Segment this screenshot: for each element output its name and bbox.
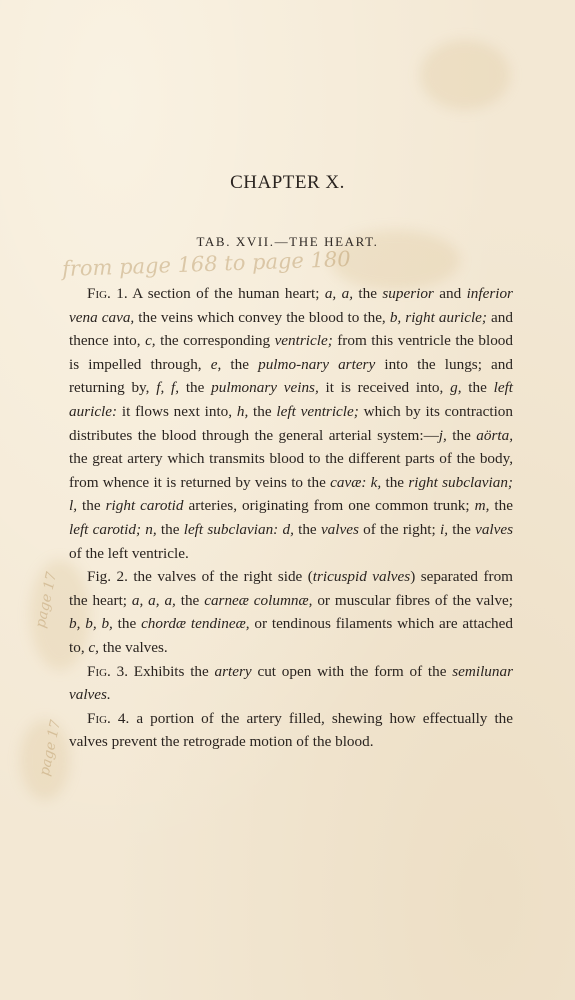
italic-term: aörta, <box>476 426 513 444</box>
text-run: the <box>77 497 106 515</box>
text-run: the <box>156 520 184 538</box>
text-run: cut open with the form of the <box>251 662 453 680</box>
text-run: it flows next into, <box>117 402 237 420</box>
italic-term: f, f, <box>156 379 180 397</box>
section-subtitle: TAB. XVII.—THE HEART. <box>196 234 379 249</box>
text-run: 3. Exhibits the <box>110 662 215 680</box>
text-run: the corresponding <box>155 332 275 350</box>
text-run: Fig. <box>87 285 111 302</box>
italic-term: pulmo-nary artery <box>258 355 376 373</box>
italic-term: carneæ columnæ, <box>204 591 313 609</box>
text-run: the <box>353 285 383 302</box>
text-run: it is received into, <box>318 379 451 397</box>
text-run: Fig. 2. the valves of the right side ( <box>87 568 313 586</box>
italic-term: pulmonary veins, <box>211 379 319 397</box>
margin-note: page 17 <box>32 570 61 630</box>
text-run: and thence into, <box>69 308 513 350</box>
italic-term: c, <box>88 638 99 656</box>
text-run: the great artery which transmits blood to the different parts of the body, from whence it is returned by veins to the <box>69 450 513 491</box>
italic-term: a, a, <box>324 285 354 302</box>
paragraph-fig-2 <box>69 565 513 659</box>
italic-term: a, a, a, <box>131 591 176 609</box>
italic-term: superior <box>382 285 434 302</box>
text-run: the <box>381 473 409 491</box>
italic-term: right carotid <box>105 497 184 515</box>
italic-term: inferior vena cava, <box>69 285 513 326</box>
italic-term: left auricle: <box>69 379 514 420</box>
text-run: the <box>448 520 476 538</box>
body-text <box>69 282 513 754</box>
text-run: or tendinous filaments which are attached to, <box>69 615 513 656</box>
text-run: which by its contraction distributes the blood through the general arterial system:— <box>69 402 513 444</box>
italic-term: h, <box>236 402 249 420</box>
italic-term: e, <box>210 355 222 373</box>
text-run: the <box>112 615 142 633</box>
italic-term: chordæ tendineæ, <box>141 615 250 633</box>
pencil-annotation: from page 168 to page 180 <box>61 246 352 282</box>
margin-note: page 17 <box>36 718 65 778</box>
text-run: the <box>248 402 277 420</box>
text-run: of the left ventricle. <box>69 544 189 562</box>
text-run: ) separated from the heart; <box>69 568 513 609</box>
italic-term: semilunar valves. <box>69 662 513 704</box>
italic-term: left subclavian: d, <box>183 520 294 538</box>
italic-term: artery <box>214 662 252 680</box>
italic-term: c, <box>145 332 156 350</box>
text-run: arteries, originating from one common trunk; <box>183 497 475 515</box>
italic-term: valves <box>320 520 359 538</box>
italic-term: ventricle; <box>274 332 333 350</box>
italic-term: left ventricle; <box>276 402 359 420</box>
italic-term: right subclavian; l, <box>69 473 513 515</box>
italic-term: j, <box>438 426 447 444</box>
chapter-title: CHAPTER X. <box>230 172 345 193</box>
text-run: into the lungs; and returning by, <box>69 355 513 397</box>
italic-term: i, <box>440 520 449 538</box>
text-run: the valves. <box>98 638 168 656</box>
paragraph-fig-4 <box>69 707 513 754</box>
text-run: from this ventricle the blood is impelled through, <box>69 332 513 373</box>
text-run: the <box>179 379 212 397</box>
text-run: 4. a portion of the artery filled, shewing how effectually the valves prevent the retrograde motion of the blood. <box>69 709 513 751</box>
text-run: the <box>293 520 321 538</box>
italic-term: left carotid; n, <box>69 520 157 538</box>
italic-term: b, right auricle; <box>389 308 487 326</box>
italic-term: g, <box>450 379 462 397</box>
italic-term: m, <box>474 497 490 515</box>
italic-term: tricuspid valves <box>312 568 411 586</box>
text-run: and <box>433 285 467 302</box>
text-run: the veins which convey the blood to the, <box>134 308 390 326</box>
text-run: the <box>461 379 494 397</box>
paragraph-fig-3 <box>69 660 513 707</box>
paragraph-fig-1 <box>69 282 513 565</box>
text-run: Fig. <box>87 709 111 727</box>
text-run: of the right; <box>358 520 440 538</box>
italic-term: cavæ: k, <box>330 473 382 491</box>
text-run: Fig. <box>87 662 111 680</box>
text-run: 1. A section of the human heart; <box>110 285 325 302</box>
italic-term: valves <box>475 520 514 538</box>
text-run: the <box>489 497 513 515</box>
text-run: the <box>446 426 477 444</box>
italic-term: b, b, b, <box>69 615 113 633</box>
text-run: the <box>175 591 205 609</box>
text-run: the <box>221 355 259 373</box>
text-run: or muscular fibres of the valve; <box>312 591 513 609</box>
